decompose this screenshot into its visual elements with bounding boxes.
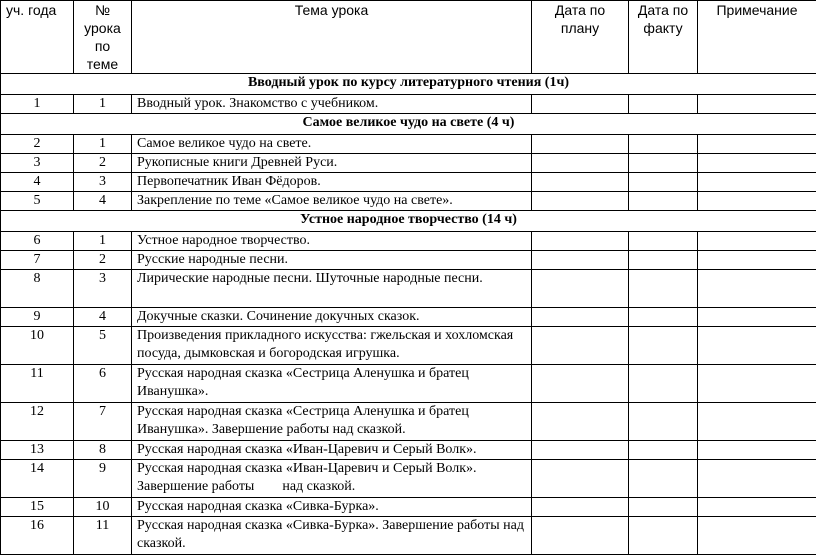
- header-topic: Тема урока: [132, 1, 532, 74]
- year-cell: 13: [1, 441, 74, 460]
- topic-cell: Русская народная сказка «Иван-Царевич и Серый Волк». Завершение работы над сказкой.: [132, 460, 532, 498]
- topic-cell: Русская народная сказка «Сестрица Аленушка и братец Иванушка». Завершение работы над сказкой.: [132, 403, 532, 441]
- table-row: [1, 365, 816, 403]
- number-cell: 6: [74, 365, 132, 403]
- planned-date-cell[interactable]: [532, 135, 629, 154]
- year-cell: 2: [1, 135, 74, 154]
- note-cell[interactable]: [698, 308, 816, 327]
- header-year: уч. года: [1, 1, 74, 74]
- section-title: Вводный урок по курсу литературного чтения (1ч): [1, 74, 816, 95]
- number-cell: 4: [74, 192, 132, 211]
- actual-date-cell[interactable]: [629, 460, 698, 498]
- number-cell: 1: [74, 232, 132, 251]
- table-row: [1, 232, 816, 251]
- planned-date-cell[interactable]: [532, 365, 629, 403]
- planned-date-cell[interactable]: [532, 270, 629, 308]
- topic-cell: Вводный урок. Знакомство с учебником.: [132, 95, 532, 114]
- actual-date-cell[interactable]: [629, 251, 698, 270]
- planned-date-cell[interactable]: [532, 192, 629, 211]
- table-row: [1, 154, 816, 173]
- actual-date-cell[interactable]: [629, 95, 698, 114]
- year-cell: 1: [1, 95, 74, 114]
- number-cell: 2: [74, 154, 132, 173]
- planned-date-cell[interactable]: [532, 232, 629, 251]
- note-cell[interactable]: [698, 173, 816, 192]
- note-cell[interactable]: [698, 498, 816, 517]
- actual-date-cell[interactable]: [629, 232, 698, 251]
- actual-date-cell[interactable]: [629, 173, 698, 192]
- actual-date-cell[interactable]: [629, 517, 698, 555]
- planned-date-cell[interactable]: [532, 403, 629, 441]
- topic-cell: Самое великое чудо на свете.: [132, 135, 532, 154]
- number-cell: 10: [74, 498, 132, 517]
- year-cell: 15: [1, 498, 74, 517]
- year-cell: 4: [1, 173, 74, 192]
- section-title: Устное народное творчество (14 ч): [1, 211, 816, 232]
- year-cell: 11: [1, 365, 74, 403]
- topic-cell: Русская народная сказка «Сивка-Бурка». Завершение работы над сказкой.: [132, 517, 532, 555]
- number-cell: 1: [74, 95, 132, 114]
- planned-date-cell[interactable]: [532, 441, 629, 460]
- planned-date-cell[interactable]: [532, 517, 629, 555]
- planned-date-cell[interactable]: [532, 251, 629, 270]
- section-title: Самое великое чудо на свете (4 ч): [1, 114, 816, 135]
- number-cell: 2: [74, 251, 132, 270]
- number-cell: 3: [74, 173, 132, 192]
- planned-date-cell[interactable]: [532, 173, 629, 192]
- planned-date-cell[interactable]: [532, 498, 629, 517]
- topic-cell: Первопечатник Иван Фёдоров.: [132, 173, 532, 192]
- header-row: [1, 1, 816, 74]
- year-cell: 5: [1, 192, 74, 211]
- number-cell: 3: [74, 270, 132, 308]
- table-row: [1, 270, 816, 308]
- planned-date-cell[interactable]: [532, 95, 629, 114]
- number-cell: 9: [74, 460, 132, 498]
- table-row: [1, 251, 816, 270]
- year-cell: 9: [1, 308, 74, 327]
- number-cell: 4: [74, 308, 132, 327]
- year-cell: 10: [1, 327, 74, 365]
- topic-cell: Рукописные книги Древней Руси.: [132, 154, 532, 173]
- topic-cell: Русская народная сказка «Иван-Царевич и Серый Волк».: [132, 441, 532, 460]
- number-cell: 7: [74, 403, 132, 441]
- planned-date-cell[interactable]: [532, 308, 629, 327]
- year-cell: 6: [1, 232, 74, 251]
- table-row: [1, 192, 816, 211]
- topic-cell: Произведения прикладного искусства: гжельская и хохломская посуда, дымковская и богородская игрушка.: [132, 327, 532, 365]
- number-cell: 11: [74, 517, 132, 555]
- year-cell: 8: [1, 270, 74, 308]
- note-cell[interactable]: [698, 460, 816, 498]
- note-cell[interactable]: [698, 403, 816, 441]
- note-cell[interactable]: [698, 251, 816, 270]
- table-row: [1, 441, 816, 460]
- actual-date-cell[interactable]: [629, 192, 698, 211]
- table-row: [1, 327, 816, 365]
- actual-date-cell[interactable]: [629, 327, 698, 365]
- table-row: [1, 95, 816, 114]
- planned-date-cell[interactable]: [532, 327, 629, 365]
- topic-cell: Устное народное творчество.: [132, 232, 532, 251]
- table-row: [1, 498, 816, 517]
- header-note: Примечание: [698, 1, 816, 74]
- number-cell: 1: [74, 135, 132, 154]
- year-cell: 14: [1, 460, 74, 498]
- actual-date-cell[interactable]: [629, 270, 698, 308]
- header-actual-date: Дата по факту: [629, 1, 698, 74]
- topic-cell: Закрепление по теме «Самое великое чудо на свете».: [132, 192, 532, 211]
- note-cell[interactable]: [698, 270, 816, 308]
- header-planned-date: Дата по плану: [532, 1, 629, 74]
- number-cell: 5: [74, 327, 132, 365]
- table-row: [1, 460, 816, 498]
- note-cell[interactable]: [698, 365, 816, 403]
- note-cell[interactable]: [698, 95, 816, 114]
- note-cell[interactable]: [698, 441, 816, 460]
- actual-date-cell[interactable]: [629, 154, 698, 173]
- topic-cell: Русская народная сказка «Сестрица Аленушка и братец Иванушка».: [132, 365, 532, 403]
- section-row: [1, 114, 816, 135]
- note-cell[interactable]: [698, 135, 816, 154]
- year-cell: 16: [1, 517, 74, 555]
- note-cell[interactable]: [698, 192, 816, 211]
- section-row: [1, 74, 816, 95]
- year-cell: 7: [1, 251, 74, 270]
- actual-date-cell[interactable]: [629, 441, 698, 460]
- actual-date-cell[interactable]: [629, 365, 698, 403]
- table-row: [1, 173, 816, 192]
- table-row: [1, 517, 816, 555]
- actual-date-cell[interactable]: [629, 403, 698, 441]
- planned-date-cell[interactable]: [532, 154, 629, 173]
- planned-date-cell[interactable]: [532, 460, 629, 498]
- topic-cell: Докучные сказки. Сочинение докучных сказок.: [132, 308, 532, 327]
- section-row: [1, 211, 816, 232]
- actual-date-cell[interactable]: [629, 308, 698, 327]
- actual-date-cell[interactable]: [629, 135, 698, 154]
- note-cell[interactable]: [698, 517, 816, 555]
- topic-cell: Лирические народные песни. Шуточные народные песни.: [132, 270, 532, 308]
- actual-date-cell[interactable]: [629, 498, 698, 517]
- year-cell: 12: [1, 403, 74, 441]
- topic-cell: Русская народная сказка «Сивка-Бурка».: [132, 498, 532, 517]
- note-cell[interactable]: [698, 327, 816, 365]
- header-lesson-number: № урока по теме: [74, 1, 132, 74]
- table-row: [1, 135, 816, 154]
- number-cell: 8: [74, 441, 132, 460]
- year-cell: 3: [1, 154, 74, 173]
- note-cell[interactable]: [698, 154, 816, 173]
- table-row: [1, 308, 816, 327]
- note-cell[interactable]: [698, 232, 816, 251]
- topic-cell: Русские народные песни.: [132, 251, 532, 270]
- table-row: [1, 403, 816, 441]
